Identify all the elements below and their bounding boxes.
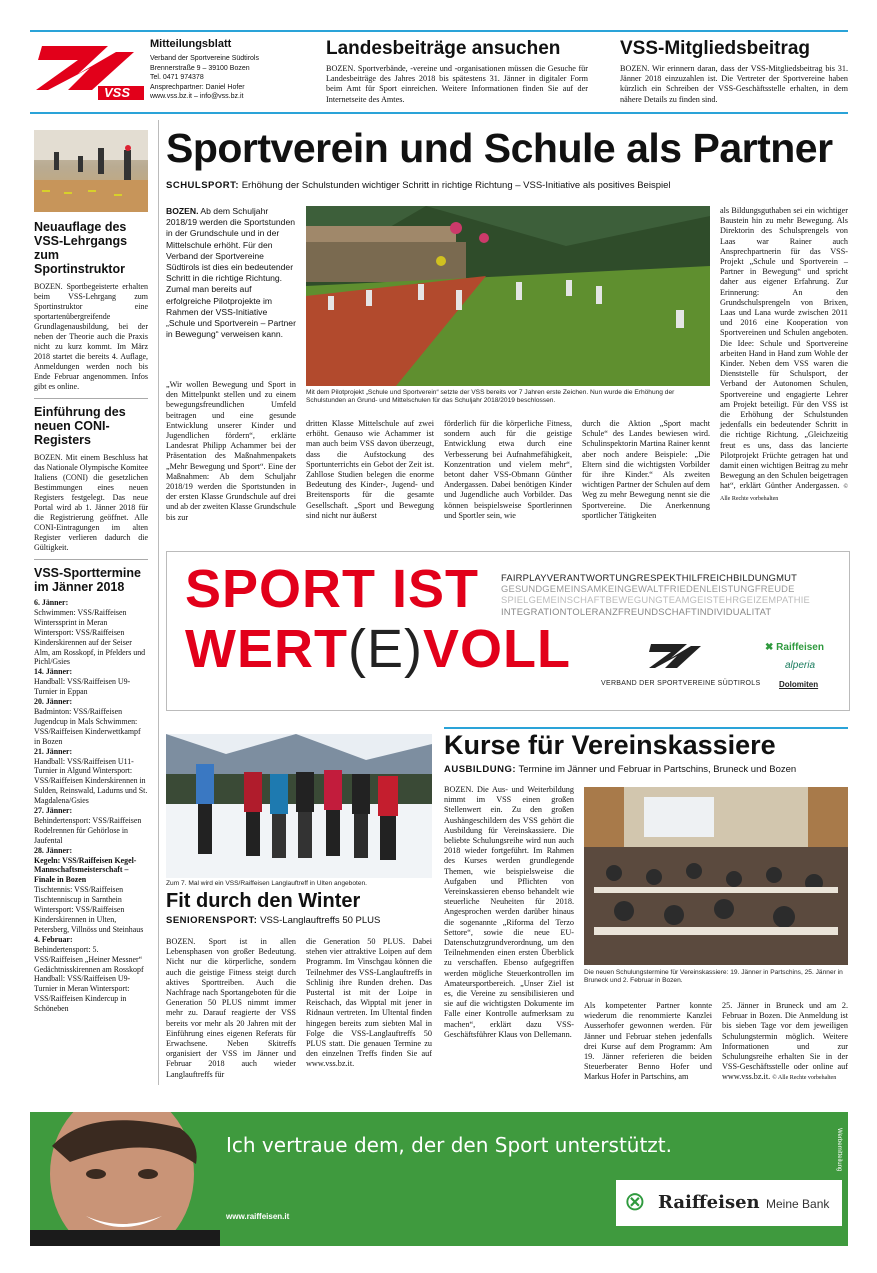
top-rule — [30, 30, 848, 32]
masthead-line: www.vss.bz.it – info@vss.bz.it — [150, 93, 244, 101]
termine-title: VSS-Sporttermine im Jänner 2018 — [34, 566, 141, 594]
sidebar-article-title: Neuauflage des VSS-Lehrgangs zum Sportinstruktor — [34, 220, 128, 276]
kurse-photo-caption: Die neuen Schulungstermine für Vereinskassiere: 19. Jänner in Partschins, 25. Jänner in Bruneck und 2. Februar in Bozen. — [584, 969, 843, 985]
sponsor-raiffeisen — [765, 642, 824, 653]
vss-logo-small — [647, 640, 707, 674]
termine-date: 4. Februar: — [34, 934, 73, 944]
termine-text: Behindertensport: VSS/Raiffeisen Rodelrennen für Gehörlose in Jaufental — [34, 815, 142, 845]
kicker-label: AUSBILDUNG: — [444, 764, 516, 775]
banner-word-row: SPIELGEMEINSCHAFTBEWEGUNGTEAMGEISTEHRGEIZEMPATHIE — [501, 594, 810, 606]
kurse-col2: Als kompetenter Partner konnte wiederum die renommierte Kanzlei Ausserhofer gewonnen werden. Für Jänner und Februar stehen jedenfalls drei Kurse auf dem Programm: Am 19. Jänner referieren die beiden Steuerberater Benno Hofer und Markus Hofer in Partschins, am — [584, 1001, 712, 1082]
ad-side-text: Werbemitteilung — [836, 1128, 842, 1172]
intro-text: Ab dem Schuljahr 2018/19 werden die Sportstunden in der Grundschule und in der Mittelschule erhöht. Für den Verband der Sportvereine Südtirols ist dies ein bedeutender Schritt in die richtige Richtung. Zumal man bereits auf erfolgreiche Pilotprojekte im Rahmen der VSS-Initiative „Schule und Sportverein – Partner in Bewegung“ verweisen kann. — [166, 206, 296, 340]
sidebar-rule — [158, 120, 159, 1085]
termine-entry — [34, 747, 148, 806]
kurse-col3 — [722, 1001, 848, 1084]
copyright: © Alle Rechte vorbehalten — [720, 484, 848, 502]
ad-brand: Raiffeisen — [658, 1192, 760, 1213]
main-title: Sportverein und Schule als Partner — [166, 125, 833, 171]
main-photo-caption: Mit dem Pilotprojekt „Schule und Sportverein“ setzte der VSS bereits vor 7 Jahren erste Zeichen. Nun wurde die Erhöhung der Schulstunden an Grund- und Mittelschulen für das Schuljahr 2018/2019 beschlossen. — [306, 389, 675, 405]
intro-place: BOZEN. — [166, 206, 199, 216]
banner-org: VERBAND DER SPORTVEREINE SÜDTIROLS — [601, 680, 761, 687]
ad-brand-box — [616, 1180, 842, 1226]
masthead-line: Verband der Sportvereine Südtirols — [150, 55, 259, 62]
winter-kicker — [166, 915, 380, 927]
col3-text: 25. Jänner in Bruneck und am 2. Februar in Bozen. Die Anmeldung ist bis sieben Tage vor dem jeweiligen Schulungstermin möglich. Weitere Informationen und zur Schulungsreihe erhalten Sie in der VSS-Geschäftsstelle oder online auf www.vss.bz.it. — [722, 1001, 848, 1082]
termine-text: Badminton: VSS/Raiffeisen Jugendcup in Mals Schwimmen: VSS/Raiffeisen Kinderwettkampf in Bozen — [34, 706, 141, 746]
ad-brand-tag: Meine Bank — [766, 1197, 830, 1211]
ad-portrait — [30, 1112, 220, 1246]
top-article-mitgliedsbeitrag — [620, 38, 848, 105]
termine-entry — [34, 935, 148, 1014]
raiffeisen-icon: ✖ — [765, 642, 774, 653]
sidebar-article-text: BOZEN. Sportbegeisterte erhalten beim VSS-Lehrgang zum Sportinstruktor eine sportartenübergreifende Grundlagenausbildung, bei der neben der Theorie auch die Praxis nicht zu kurz kommt. Im März 2018 startet die bereits 4. Auflage, Anmeldungen werden noch bis Ende Februar angenommen. Infos gibt es online. — [34, 282, 148, 391]
termine-text: Handball: VSS/Raiffeisen U9-Turnier in Eppan — [34, 677, 131, 697]
sidebar-photo — [34, 130, 148, 212]
article-text: BOZEN. Wir erinnern daran, dass der VSS-Mitgliedsbeitrag bis 31. Jänner 2018 einzuzahlen ist. Die Vertreter der Sportvereine haben kürzlich ein Schreiben der VSS-Geschäftsstelle erhalten, in dem nähere Details zu finden sind. — [620, 64, 848, 104]
sidebar — [34, 220, 148, 1014]
banner-word: VOLL — [422, 619, 571, 679]
banner-words — [501, 572, 841, 617]
winter-photo — [166, 734, 432, 878]
termine-date: 28. Jänner: — [34, 845, 73, 855]
winter-col1: BOZEN. Sport ist in allen Lebensphasen von großer Bedeutung. Nicht nur die körperliche, sondern auch die geistige Fitness steigt durch aktives Sporttreiben. Auch die Nachfrage nach Sportangeboten für die Generation 50 PLUS nimmt immer mehr zu. Darauf reagierte der VSS bereits vor mehr als 20 Jahren mit der Einführung eines eigenen Referats für Erwachsene. Neben Skitreffs organisiert der VSS im Jänner und Februar 2018 auch wieder Langlauftreffs für — [166, 937, 296, 1079]
top-article-landesbeitraege — [326, 38, 588, 105]
banner-line1: SPORT IST — [185, 559, 480, 619]
termine-text: Kegeln: VSS/Raiffeisen Kegel-Mannschaftsmeisterschaft – Finale in Bozen — [34, 855, 137, 885]
termine-date: 27. Jänner: — [34, 806, 73, 816]
sponsor-alperia: alperia — [785, 660, 816, 671]
raiffeisen-logo-icon: ⊗ — [624, 1187, 646, 1217]
banner-word-row: FAIRPLAYVERANTWORTUNGRESPEKTHILFREICHBILDUNGMUT — [501, 572, 798, 583]
masthead-title: Mitteilungsblatt — [150, 38, 232, 50]
termine-date: 6. Jänner: — [34, 598, 69, 607]
copyright: © Alle Rechte vorbehalten — [772, 1075, 837, 1082]
ad-url: www.raiffeisen.it — [226, 1212, 290, 1221]
sidebar-article-title: Einführung des neuen CONI-Registers — [34, 405, 126, 447]
main-col4: durch die Aktion „Sport macht Schule“ des Landes bewiesen wird. Schulinspektorin Martina Rainer kennt aber noch andere Beispiele: „Die Eltern sind die wichtigsten Vorbilder für ihre Kinder.“ Als zweiten wichtigen Partner der Schulen auf dem Weg zu mehr Bewegung nennt sie die Sportvereine. Die Anerkennung sportlicher Tätigkeiten — [582, 419, 710, 520]
main-col3: förderlich für die körperliche Fitness, sondern auch für die geistige Entwicklung etwa durch eine Verbesserung bei Aufnahmefähigkeit, Konzentration und vielem mehr“, betont daher VSS-Obmann Günther Andergassen. Dabei benötigen Kinder und Jugendliche auch Vorbilder. Das können beispielsweise Sportlerinnen und Sportler sein, wie — [444, 419, 572, 520]
winter-photo-caption: Zum 7. Mal wird ein VSS/Raiffeisen Langlauftreff in Ulten angeboten. — [166, 880, 367, 887]
banner-word: WERT — [185, 619, 348, 679]
termine-text: Tischtennis: VSS/Raiffeisen Tischtenniscup in Sarnthein Wintersport: VSS/Raiffeisen Kinderskirennen in Ulten, Petersberg, Villnöss und Steinhaus — [34, 885, 144, 934]
kurse-photo — [584, 787, 848, 965]
banner-line2 — [185, 618, 571, 680]
termine-text: Schwimmen: VSS/Raiffeisen Winterssprint in Meran Wintersport: VSS/Raiffeisen Kinderskirennen auf der Seiser Alm, am Rosskopf, in Pfelders und Pichl/Gsies — [34, 607, 146, 667]
kicker-label: SENIORENSPORT: — [166, 915, 258, 926]
masthead-line: Tel. 0471 974378 — [150, 74, 204, 82]
main-col5 — [720, 206, 848, 504]
masthead-line: Brennerstraße 9 – 39100 Bozen — [150, 64, 250, 72]
kicker-label: SCHULSPORT: — [166, 180, 240, 191]
banner-word-row: INTEGRATIONTOLERANZFREUNDSCHAFTINDIVIDUALITAT — [501, 605, 772, 617]
main-col1b: „Wir wollen Bewegung und Sport in den Mittelpunkt stellen und zu einem bewegungsfreundlichen Umfeld beitragen und eine gesunde Entwicklung unserer Kinder und Jugendlichen fördern“, erklärte Landesrat Philipp Achammer bei der Präsentation des Maßnahmenpakets „Mehr Bewegung und Sport“. Eine der Maßnahmen: Ab dem Schuljahr 2018/19 werden die Sportstunden in der ersten Klasse Grundschule auf drei und ab der zweiten Klasse Grundschule bis zur — [166, 380, 296, 522]
termine-text: Handball: VSS/Raiffeisen U11-Turnier in Algund Wintersport: VSS/Raiffeisen Kinderskirennen in Sulden, Reinswald, Ladurns und St. Magdalena/Gsies — [34, 756, 148, 806]
kicker-text: Termine im Jänner und Februar in Partschins, Bruneck und Bozen — [518, 764, 797, 775]
raiffeisen-ad — [30, 1112, 848, 1246]
kurse-title: Kurse für Vereinskassiere — [444, 730, 776, 760]
divider — [34, 398, 148, 399]
banner-word-row: GESUNDGEMEINSAMKEINGEWALTFRIEDENLEISTUNGFREUDE — [501, 583, 795, 595]
main-col2: dritten Klasse Mittelschule auf zwei erhöht. Genauso wie Achammer ist man auch beim VSS davon überzeugt, dass die Aufstockung des Sportunterrichts ein Gebot der Zeit ist. Zahllose Studien belegen die enorme Bedeutung des Kinder-, Jugend- und Breitensports für die gesamte Gesellschaft. „Sport und Bewegung sind nicht nur äußerst — [306, 419, 434, 520]
termine-entry — [34, 885, 148, 935]
kurse-kicker — [444, 764, 796, 776]
termine-date: 14. Jänner: — [34, 667, 73, 677]
termine-entry — [34, 846, 148, 886]
termine-entry — [34, 697, 148, 747]
termine-entry — [34, 598, 148, 667]
sponsor-dolomiten: Dolomiten — [779, 680, 819, 689]
article-text: BOZEN. Sportverbände, -vereine und -organisationen müssen die Gesuche für Landesbeiträge des Jahres 2018 bis spätestens 31. Jänner in digitaler Form beim Amt für Sport einreichen. Weitere Informationen finden Sie auf der Internetseite des Amtes. — [326, 64, 588, 104]
vss-logo — [34, 40, 144, 102]
main-intro — [166, 206, 296, 340]
sport-ist-wertvoll-banner — [166, 551, 850, 711]
banner-word: (E) — [347, 619, 423, 679]
masthead-info — [150, 54, 259, 102]
logo-text: VSS — [104, 85, 131, 100]
kicker-text: VSS-Langlauftreffs 50 PLUS — [260, 915, 381, 926]
article-title: Landesbeiträge ansuchen — [326, 38, 561, 59]
termine-list — [34, 598, 148, 1014]
sponsor-name: Raiffeisen — [776, 642, 824, 653]
col5-text: als Bildungsguthaben sei ein wichtiger Baustein hin zu mehr Bewegung. Als Direktorin des Schulsprengels von Laas war Rainer auch Ansprechpartnerin für das VSS-Projekt „Schule und Sportverein – Partner in Bewegung“ und spricht daher aus eigener Erfahrung. Zur Erinnerung: An den Grundschulsprengeln von Brixen, Laas und Lana wurde zwischen 2011 und 2016 eine Kooperation von Sportvereinen und Schulen angeboten. Die Idee: Schule und Sportvereine arbeiten Hand in Hand zum Wohle der Kinder. Neben dem VSS waren die Dienststelle für Schulsport, der Verband der Autonomen Schulen, Sportvereine und engagierte Lehrer am Projekt beteiligt. Für den VSS ist die Erhöhung der Schulstunden jedenfalls ein bedeutender Schritt in die richtige Richtung. „Gleichzeitig freut es uns, dass das lancierte Pilotprojekt Früchte getragen hat und damit einen wichtigen Beitrag zu mehr Bewegung an den Schulen beigetragen hat“, erklärt Günther Andergassen. — [720, 206, 848, 491]
termine-date: 20. Jänner: — [34, 697, 73, 707]
article-title: VSS-Mitgliedsbeitrag — [620, 38, 811, 59]
termine-entry — [34, 806, 148, 846]
termine-entry — [34, 667, 148, 697]
termine-date: 21. Jänner: — [34, 746, 73, 756]
ad-headline: Ich vertraue dem, der den Sport unterstützt. — [226, 1133, 673, 1157]
winter-title: Fit durch den Winter — [166, 890, 361, 912]
main-kicker — [166, 180, 850, 192]
sidebar-article-text: BOZEN. Mit einem Beschluss hat das Nationale Olympische Komitee Italiens (CONI) die gesetzlichen Bestimmungen eines neuen Registers festgelegt. Das neue Portal wird ab 1. Jänner 2018 für die Registrierung geöffnet. Alle CONI-Eintragungen im alten Register verlieren dadurch die Gültigkeit. — [34, 453, 148, 552]
masthead-line: Ansprechpartner: Daniel Hofer — [150, 83, 245, 91]
kurse-col1: BOZEN. Die Aus- und Weiterbildung nimmt im VSS einen großen Stellenwert ein. Zu den großen Aushängeschildern des VSS gehört die Ausbildung für Vereinskassiere. Die beliebte Schulungsreihe wird nun auch 2018 wieder fortgeführt. Im Rahmen des Kurses werden grundlegende Themen, wie beispielsweise die Aufgaben und Pflichten von Vereinskassieren ebenso behandelt wie steuerliche Neuheiten für 2018. Angesprochen werden darüber hinaus die sogenannte „Riforma del Terzo Settore“, sowie die neue EU-Datenschutzgrundverordnung, um den Teilnehmenden einen ersten Überblick zu verschaffen. Ebenso aufgegriffen werden mögliche Steuerkontrollen im Amateursportbereich. „Unser Ziel ist es, die Vereine zu sensibilisieren und sie auf die wichtigsten Dokumente im Falle einer Kontrolle aufmerksam zu machen“, erklärt dazu VSS-Geschäftsführer Klaus von Dellemann. — [444, 785, 574, 1039]
kicker-text: Erhöhung der Schulstunden wichtiger Schritt in richtige Richtung – VSS-Initiative als positives Beispiel — [241, 180, 671, 191]
section-rule — [30, 112, 848, 114]
winter-col2: die Generation 50 PLUS. Dabei stehen vier attraktive Loipen auf dem Programm. Im Vinschgau können die Teilnehmer des VSS-Langlauftreffs in Schlinig ihre Runden drehen. Das Pustertal ist mit der Loipe in Reischach, das Wipptal mit jener in Ridnaun vertreten. Im Ultental finden hingegen bereits zum siebten Mal in Folge die VSS-Langlauftreffs 50 PLUS statt. Die genauen Termine zu den einzelnen Treffs finden Sie auf www.vss.bz.it. — [306, 937, 432, 1069]
termine-text: Behindertensport: 5. VSS/Raiffeisen „Heiner Messner“ Gedächtnisskirennen am Rosskopf Handball: VSS/Raiffeisen U9-Turnier in Meran Wintersport: VSS/Raiffeisen Kindercup in Schöneben — [34, 944, 144, 1014]
main-photo — [306, 206, 710, 386]
divider — [34, 559, 148, 560]
